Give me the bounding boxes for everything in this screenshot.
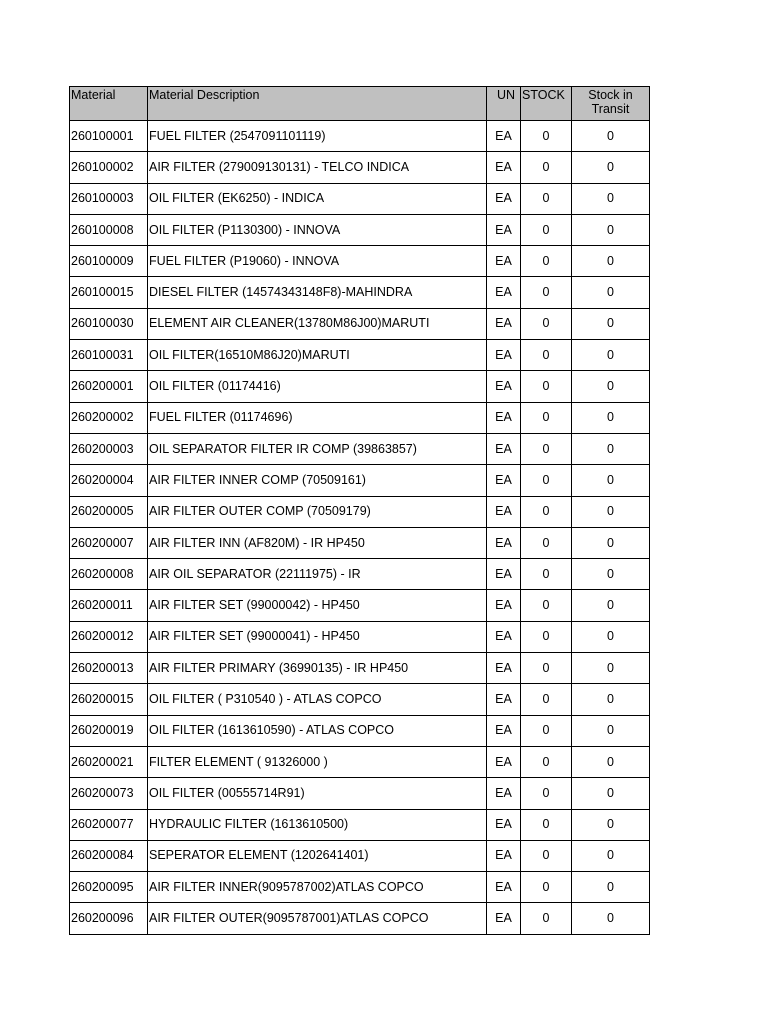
cell-material: 260200002 — [70, 402, 148, 433]
cell-unit: EA — [487, 308, 521, 339]
cell-material: 260200019 — [70, 715, 148, 746]
table-row — [70, 872, 650, 903]
cell-description: AIR FILTER SET (99000041) - HP450 — [148, 621, 487, 652]
cell-material: 260200011 — [70, 590, 148, 621]
cell-material: 260200073 — [70, 778, 148, 809]
cell-stock-in-transit: 0 — [572, 496, 650, 527]
cell-stock-in-transit: 0 — [572, 246, 650, 277]
cell-stock-in-transit: 0 — [572, 746, 650, 777]
cell-description: AIR FILTER (279009130131) - TELCO INDICA — [148, 152, 487, 183]
header-unit: UN — [487, 87, 521, 121]
table-row — [70, 903, 650, 934]
header-material: Material — [70, 87, 148, 121]
cell-unit: EA — [487, 183, 521, 214]
cell-description: FUEL FILTER (P19060) - INNOVA — [148, 246, 487, 277]
cell-description: AIR FILTER SET (99000042) - HP450 — [148, 590, 487, 621]
cell-description: OIL FILTER (1613610590) - ATLAS COPCO — [148, 715, 487, 746]
cell-unit: EA — [487, 778, 521, 809]
cell-unit: EA — [487, 465, 521, 496]
cell-stock-in-transit: 0 — [572, 590, 650, 621]
cell-material: 260200003 — [70, 433, 148, 464]
cell-material: 260100003 — [70, 183, 148, 214]
cell-unit: EA — [487, 809, 521, 840]
cell-description: FUEL FILTER (01174696) — [148, 402, 487, 433]
cell-stock-in-transit: 0 — [572, 621, 650, 652]
table-row — [70, 840, 650, 871]
cell-material: 260100001 — [70, 121, 148, 152]
cell-stock: 0 — [521, 246, 572, 277]
cell-stock-in-transit: 0 — [572, 840, 650, 871]
cell-unit: EA — [487, 715, 521, 746]
table-row — [70, 371, 650, 402]
cell-stock: 0 — [521, 402, 572, 433]
cell-material: 260200084 — [70, 840, 148, 871]
cell-description: HYDRAULIC FILTER (1613610500) — [148, 809, 487, 840]
cell-description: AIR FILTER INN (AF820M) - IR HP450 — [148, 527, 487, 558]
cell-stock: 0 — [521, 152, 572, 183]
cell-stock-in-transit: 0 — [572, 684, 650, 715]
header-stock-in-transit: Stock in Transit — [572, 87, 650, 121]
cell-unit: EA — [487, 746, 521, 777]
cell-stock-in-transit: 0 — [572, 527, 650, 558]
cell-stock-in-transit: 0 — [572, 465, 650, 496]
table-row — [70, 152, 650, 183]
cell-material: 260100002 — [70, 152, 148, 183]
table-row — [70, 121, 650, 152]
cell-unit: EA — [487, 121, 521, 152]
cell-unit: EA — [487, 903, 521, 934]
cell-stock: 0 — [521, 840, 572, 871]
cell-stock: 0 — [521, 684, 572, 715]
table-row — [70, 340, 650, 371]
cell-unit: EA — [487, 496, 521, 527]
cell-stock: 0 — [521, 527, 572, 558]
cell-material: 260100008 — [70, 214, 148, 245]
header-description: Material Description — [148, 87, 487, 121]
cell-description: SEPERATOR ELEMENT (1202641401) — [148, 840, 487, 871]
cell-material: 260200015 — [70, 684, 148, 715]
cell-stock-in-transit: 0 — [572, 371, 650, 402]
cell-material: 260200021 — [70, 746, 148, 777]
cell-stock: 0 — [521, 308, 572, 339]
cell-unit: EA — [487, 840, 521, 871]
table-row — [70, 214, 650, 245]
table-header — [70, 87, 650, 121]
cell-unit: EA — [487, 340, 521, 371]
cell-stock-in-transit: 0 — [572, 152, 650, 183]
cell-stock: 0 — [521, 715, 572, 746]
table-row — [70, 527, 650, 558]
cell-unit: EA — [487, 246, 521, 277]
table-row — [70, 183, 650, 214]
cell-stock: 0 — [521, 903, 572, 934]
cell-stock: 0 — [521, 214, 572, 245]
cell-material: 260200095 — [70, 872, 148, 903]
cell-stock: 0 — [521, 746, 572, 777]
cell-stock: 0 — [521, 590, 572, 621]
cell-unit: EA — [487, 653, 521, 684]
cell-material: 260100031 — [70, 340, 148, 371]
cell-material: 260100015 — [70, 277, 148, 308]
cell-stock-in-transit: 0 — [572, 277, 650, 308]
table-row — [70, 246, 650, 277]
cell-stock-in-transit: 0 — [572, 308, 650, 339]
table-body — [70, 121, 650, 935]
cell-stock: 0 — [521, 340, 572, 371]
cell-stock: 0 — [521, 653, 572, 684]
cell-unit: EA — [487, 872, 521, 903]
cell-stock-in-transit: 0 — [572, 653, 650, 684]
cell-unit: EA — [487, 621, 521, 652]
cell-description: DIESEL FILTER (14574343148F8)-MAHINDRA — [148, 277, 487, 308]
stock-table — [69, 86, 650, 935]
cell-material: 260100030 — [70, 308, 148, 339]
cell-unit: EA — [487, 527, 521, 558]
cell-material: 260200008 — [70, 559, 148, 590]
cell-description: AIR FILTER PRIMARY (36990135) - IR HP450 — [148, 653, 487, 684]
cell-description: FUEL FILTER (2547091101119) — [148, 121, 487, 152]
table-row — [70, 496, 650, 527]
cell-stock-in-transit: 0 — [572, 402, 650, 433]
cell-description: OIL FILTER ( P310540 ) - ATLAS COPCO — [148, 684, 487, 715]
header-stock: STOCK — [521, 87, 572, 121]
cell-description: AIR OIL SEPARATOR (22111975) - IR — [148, 559, 487, 590]
cell-stock: 0 — [521, 621, 572, 652]
cell-unit: EA — [487, 152, 521, 183]
cell-description: OIL FILTER(16510M86J20)MARUTI — [148, 340, 487, 371]
cell-stock: 0 — [521, 559, 572, 590]
cell-description: AIR FILTER OUTER COMP (70509179) — [148, 496, 487, 527]
cell-description: FILTER ELEMENT ( 91326000 ) — [148, 746, 487, 777]
cell-unit: EA — [487, 559, 521, 590]
cell-stock-in-transit: 0 — [572, 559, 650, 590]
table-row — [70, 809, 650, 840]
cell-stock: 0 — [521, 371, 572, 402]
cell-material: 260200012 — [70, 621, 148, 652]
cell-unit: EA — [487, 590, 521, 621]
table-row — [70, 433, 650, 464]
cell-stock: 0 — [521, 433, 572, 464]
cell-description: OIL FILTER (00555714R91) — [148, 778, 487, 809]
table-row — [70, 715, 650, 746]
cell-material: 260200001 — [70, 371, 148, 402]
cell-material: 260200077 — [70, 809, 148, 840]
cell-material: 260200004 — [70, 465, 148, 496]
cell-description: AIR FILTER INNER COMP (70509161) — [148, 465, 487, 496]
cell-unit: EA — [487, 371, 521, 402]
cell-stock: 0 — [521, 778, 572, 809]
cell-unit: EA — [487, 214, 521, 245]
cell-unit: EA — [487, 433, 521, 464]
cell-stock-in-transit: 0 — [572, 183, 650, 214]
cell-description: OIL SEPARATOR FILTER IR COMP (39863857) — [148, 433, 487, 464]
cell-material: 260200005 — [70, 496, 148, 527]
cell-stock-in-transit: 0 — [572, 872, 650, 903]
cell-unit: EA — [487, 277, 521, 308]
cell-stock-in-transit: 0 — [572, 715, 650, 746]
cell-stock: 0 — [521, 465, 572, 496]
cell-stock-in-transit: 0 — [572, 778, 650, 809]
cell-stock: 0 — [521, 277, 572, 308]
cell-stock-in-transit: 0 — [572, 214, 650, 245]
cell-stock-in-transit: 0 — [572, 809, 650, 840]
table-row — [70, 778, 650, 809]
cell-stock-in-transit: 0 — [572, 433, 650, 464]
cell-description: ELEMENT AIR CLEANER(13780M86J00)MARUTI — [148, 308, 487, 339]
table-row — [70, 277, 650, 308]
table-row — [70, 684, 650, 715]
cell-description: AIR FILTER INNER(9095787002)ATLAS COPCO — [148, 872, 487, 903]
cell-stock: 0 — [521, 183, 572, 214]
cell-material: 260100009 — [70, 246, 148, 277]
cell-stock-in-transit: 0 — [572, 121, 650, 152]
table-row — [70, 308, 650, 339]
table-row — [70, 590, 650, 621]
table-row — [70, 402, 650, 433]
table-row — [70, 653, 650, 684]
stock-sheet — [69, 86, 650, 935]
cell-description: AIR FILTER OUTER(9095787001)ATLAS COPCO — [148, 903, 487, 934]
table-row — [70, 465, 650, 496]
cell-description: OIL FILTER (EK6250) - INDICA — [148, 183, 487, 214]
cell-description: OIL FILTER (P1130300) - INNOVA — [148, 214, 487, 245]
cell-stock: 0 — [521, 121, 572, 152]
cell-unit: EA — [487, 684, 521, 715]
cell-stock: 0 — [521, 809, 572, 840]
cell-material: 260200013 — [70, 653, 148, 684]
cell-material: 260200007 — [70, 527, 148, 558]
header-row — [70, 87, 650, 121]
table-row — [70, 621, 650, 652]
cell-description: OIL FILTER (01174416) — [148, 371, 487, 402]
cell-material: 260200096 — [70, 903, 148, 934]
cell-stock-in-transit: 0 — [572, 903, 650, 934]
table-row — [70, 746, 650, 777]
cell-unit: EA — [487, 402, 521, 433]
table-row — [70, 559, 650, 590]
cell-stock: 0 — [521, 496, 572, 527]
cell-stock: 0 — [521, 872, 572, 903]
cell-stock-in-transit: 0 — [572, 340, 650, 371]
